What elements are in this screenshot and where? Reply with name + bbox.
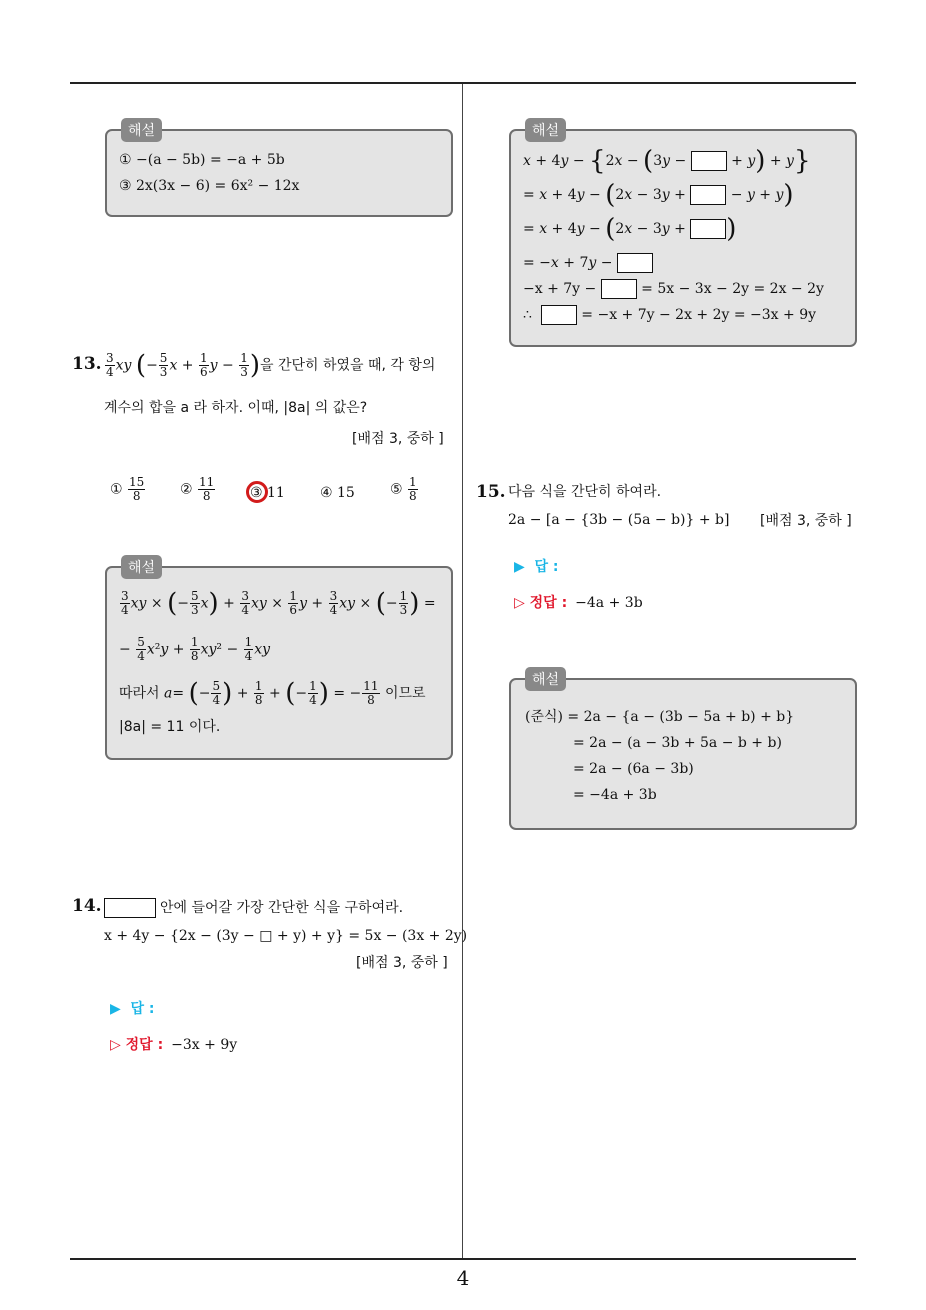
solution-tag: 해설 [525,667,566,691]
solution-line: = 2a − (a − 3b + 5a − b + b) [573,735,782,751]
choice-3[interactable]: ③ 11 [250,485,285,501]
blank-box [104,898,156,918]
solution-tag: 해설 [121,118,162,142]
choice-1[interactable]: ① $\frac{15}{8}$ [110,475,145,503]
solution-line: ③ 2x(3x − 6) = 6x² − 12x [119,178,300,194]
question-text: 을 간단히 하였을 때, 각 항의 [259,357,436,374]
solution-line: = −x + 7y − [523,253,653,273]
solution-line: ∴ = −x + 7y − 2x + 2y = −3x + 9y [523,307,817,323]
correct-answer: ▷ 정답 : −4a + 3b [514,595,643,611]
question-13-expression: $\frac{3}{4}$ xy (− $\frac{5}{3}$ x + $\frac{1}{6}$ y − $\frac{1}{3}$ )을 간단히 하였을 때, 각 항의 [106,350,436,381]
solution-box-15 [509,672,857,830]
choice-5[interactable]: ⑤ $\frac{1}{8}$ [390,475,417,503]
solution-tag: 해설 [121,555,162,579]
choice-4[interactable]: ④ 15 [320,485,355,501]
solution-line: ① −(a − 5b) = −a + 5b [119,152,285,168]
solution-box-13 [105,560,453,760]
bottom-rule [70,1258,856,1260]
question-number: 13. [72,354,102,374]
correct-answer: ▷ 정답 : −3x + 9y [110,1037,238,1053]
solution-box-14 [509,123,857,347]
question-meta: [배점 3, 중하 ] [356,955,448,971]
question-expression: x + 4y − {2x − (3y − □ + y) + y} = 5x − (3x + 2y) [104,928,468,944]
solution-line: = −4a + 3b [573,787,657,803]
top-rule [70,82,856,84]
answer-label: ▶ 답 : [110,1001,155,1017]
solution-line: x + 4y − {2x − (3y − + y) + y} [523,146,811,176]
solution-line: − $\frac{5}{4}$ x²y + $\frac{1}{8}$ xy² − $\frac{1}{4}$ xy [119,635,271,663]
answer-label: ▶ 답 : [514,559,559,575]
question-number: 14. [72,896,102,916]
question-number: 15. [476,482,506,502]
solution-line: = x + 4y − (2x − 3y + ) [523,214,737,244]
page-number: 4 [456,1266,470,1290]
solution-tag: 해설 [525,118,566,142]
question-text: 다음 식을 간단히 하여라. [508,484,662,500]
solution-line: $\frac{3}{4}$ xy × (− $\frac{5}{3}$ x) + $\frac{3}{4}$ xy × $\frac{1}{6}$ y + $\frac{3}{4}$ xy × (− $\frac{1}{3}$ ) = [121,588,436,619]
question-meta: [배점 3, 중하 ] [760,513,852,529]
solution-box-12 [105,123,453,217]
solution-line: −x + 7y − = 5x − 3x − 2y = 2x − 2y [523,281,824,297]
question-text: 안에 들어갈 가장 간단한 식을 구하여라. [160,900,404,916]
solution-line: = x + 4y − (2x − 3y + − y + y) [523,180,794,210]
question-text: 계수의 합을 a 라 하자. 이때, |8a| 의 값은? [104,400,368,416]
choice-2[interactable]: ② $\frac{11}{8}$ [180,475,215,503]
solution-line: 따라서 a= (− $\frac{5}{4}$ ) + $\frac{1}{8}$ + (− $\frac{1}{4}$ ) = − $\frac{11}{8}$ 이므로 [119,678,426,709]
solution-line: (준식) = 2a − {a − (3b − 5a + b) + b} [525,709,795,725]
solution-line: = 2a − (6a − 3b) [573,761,694,777]
question-expression: 2a − [a − {3b − (5a − b)} + b] [508,512,730,528]
question-meta: [배점 3, 중하 ] [352,431,444,447]
column-divider [462,84,463,1258]
solution-line: |8a| = 11 이다. [119,719,221,735]
